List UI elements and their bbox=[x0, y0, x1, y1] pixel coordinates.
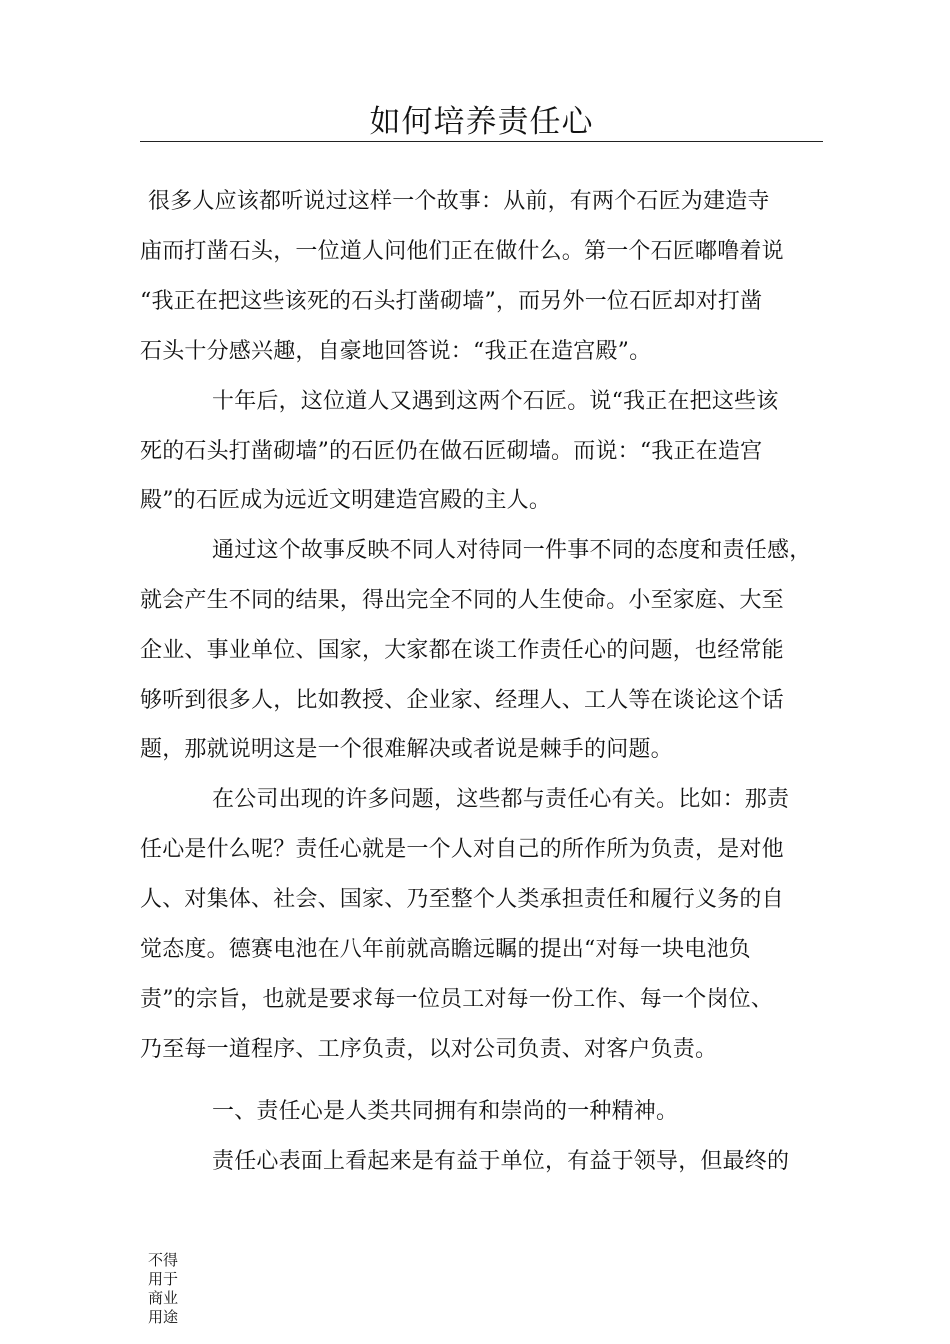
text-line: 觉态度。德赛电池在八年前就高瞻远瞩的提出“对每一块电池负 bbox=[140, 937, 751, 962]
section-heading: 一、责任心是人类共同拥有和崇尚的一种精神。 bbox=[212, 1099, 679, 1124]
text-line: 殿”的石匠成为远近文明建造宫殿的主人。 bbox=[140, 488, 552, 513]
text-line: 石头十分感兴趣，自豪地回答说：“我正在造宫殿”。 bbox=[140, 339, 652, 364]
text-line: 企业、事业单位、国家，大家都在谈工作责任心的问题，也经常能 bbox=[140, 638, 784, 663]
text-line: 够听到很多人，比如教授、企业家、经理人、工人等在谈论这个话 bbox=[140, 688, 784, 713]
document-title: 如何培养责任心 bbox=[369, 104, 594, 140]
title-underline bbox=[140, 141, 823, 142]
text-line: 通过这个故事反映不同人对待同一件事不同的态度和责任感， bbox=[212, 538, 812, 563]
text-line: 题，那就说明这是一个很难解决或者说是棘手的问题。 bbox=[140, 737, 673, 762]
text-line: 死的石头打凿砌墙”的石匠仍在做石匠砌墙。而说：“我正在造宫 bbox=[140, 439, 763, 464]
footer-note: 不得用于商业用途 bbox=[148, 1251, 179, 1326]
text-line: 人、对集体、社会、国家、乃至整个人类承担责任和履行义务的自 bbox=[140, 887, 784, 912]
text-line: 在公司出现的许多问题，这些都与责任心有关。比如：那责 bbox=[212, 787, 790, 812]
text-line: 十年后，这位道人又遇到这两个石匠。说“我正在把这些该 bbox=[212, 389, 779, 414]
text-line: 就会产生不同的结果，得出完全不同的人生使命。小至家庭、大至 bbox=[140, 588, 784, 613]
text-line: 责”的宗旨，也就是要求每一位员工对每一份工作、每一个岗位、 bbox=[140, 987, 774, 1012]
text-line: “我正在把这些该死的石头打凿砌墙”，而另外一位石匠却对打凿 bbox=[140, 289, 763, 314]
text-line: 任心是什么呢？责任心就是一个人对自己的所作所为负责，是对他 bbox=[140, 837, 784, 862]
text-line: 责任心表面上看起来是有益于单位，有益于领导，但最终的 bbox=[212, 1149, 790, 1174]
text-line: 很多人应该都听说过这样一个故事：从前，有两个石匠为建造寺 bbox=[148, 189, 770, 214]
text-line: 乃至每一道程序、工序负责，以对公司负责、对客户负责。 bbox=[140, 1037, 718, 1062]
text-line: 庙而打凿石头，一位道人问他们正在做什么。第一个石匠嘟噜着说 bbox=[140, 239, 784, 264]
